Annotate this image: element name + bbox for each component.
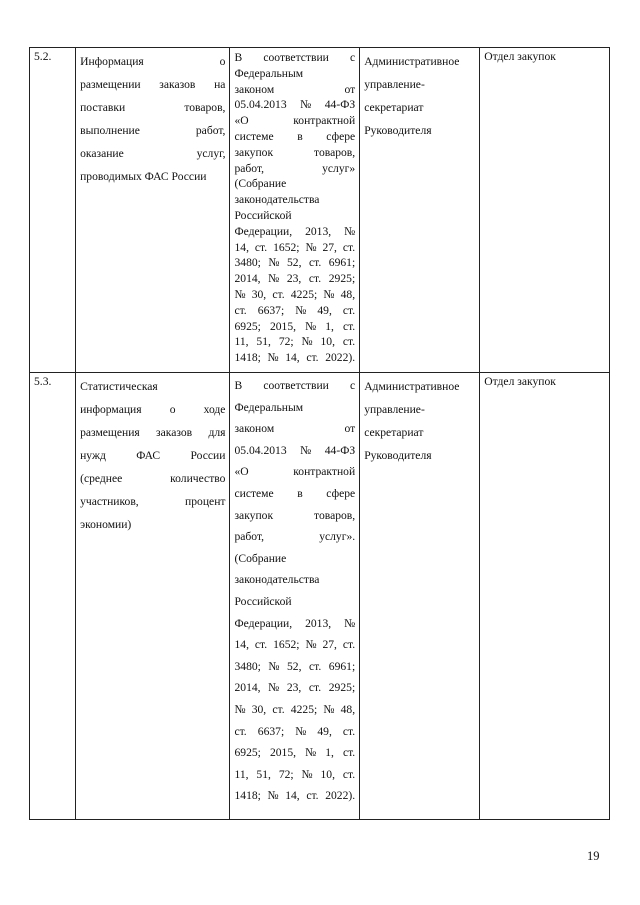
text-line: Руководителя — [364, 124, 432, 137]
word: информация — [80, 403, 142, 416]
text-line — [234, 303, 355, 319]
word: услуг, — [196, 147, 226, 160]
word: 14, — [285, 789, 300, 803]
word: системе — [234, 486, 274, 500]
word: ст. — [342, 303, 356, 317]
word: 72; — [278, 335, 294, 349]
word: контрактной — [293, 114, 356, 128]
text-line — [234, 240, 355, 256]
word: законом — [234, 422, 275, 436]
word: услуг». — [319, 530, 356, 544]
text-line — [234, 97, 355, 113]
word: № — [234, 287, 246, 301]
row-number-cell — [30, 373, 76, 820]
text-line: секретариат — [364, 426, 424, 439]
word: ходе — [203, 403, 226, 416]
word: 2015, — [269, 319, 297, 333]
text-line — [234, 634, 355, 656]
word: размещения — [80, 426, 140, 439]
text-line — [234, 742, 355, 764]
word: 48, — [340, 287, 356, 301]
word: 1418; — [234, 789, 261, 803]
responsible-text — [364, 50, 475, 142]
word: № — [344, 616, 356, 630]
word: ст. — [342, 767, 356, 781]
text-line — [234, 656, 355, 678]
word: соответствии — [263, 379, 329, 392]
word: в — [297, 486, 303, 500]
responsible-cell — [360, 48, 480, 373]
word: 2015, — [269, 746, 297, 760]
word: 05.04.2013 — [234, 98, 287, 112]
table-row — [30, 373, 610, 820]
text-line — [234, 569, 355, 591]
word: 51, — [256, 767, 271, 781]
word: (среднее — [80, 472, 123, 485]
word: 51, — [256, 335, 271, 349]
word: закупок — [234, 145, 274, 159]
word: 1418; — [234, 351, 261, 365]
row-number-cell — [30, 48, 76, 373]
word: 2925; — [328, 272, 356, 286]
word: (Собрание — [234, 551, 287, 565]
word: с — [350, 51, 356, 64]
word: ст. — [309, 659, 322, 673]
word: 14, — [285, 351, 300, 365]
text-line — [80, 73, 225, 96]
word: «О — [234, 114, 249, 128]
text-line — [80, 165, 225, 188]
page-number: 19 — [587, 849, 600, 863]
word: России — [190, 449, 226, 462]
text-line — [234, 461, 355, 483]
word: процент — [185, 495, 226, 508]
word: № — [267, 351, 279, 365]
text-line — [80, 142, 225, 165]
row-number: 5.3. — [34, 375, 52, 388]
word: 6961; — [328, 256, 356, 270]
text-line — [234, 319, 355, 335]
word: контрактной — [293, 465, 356, 479]
word: 52, — [286, 659, 302, 673]
word: № — [305, 319, 317, 333]
word: 1652; — [273, 638, 300, 652]
word: 4225; — [290, 702, 318, 716]
word: ст. — [306, 351, 319, 365]
department-cell — [480, 373, 610, 820]
word: ст. — [234, 303, 247, 317]
text-line — [234, 483, 355, 505]
text-line — [234, 699, 355, 721]
word: 6925; — [234, 319, 261, 333]
text-line — [234, 526, 355, 548]
word: в — [297, 129, 303, 143]
info-text — [80, 50, 225, 188]
word: № — [300, 98, 312, 112]
document-table — [29, 47, 610, 820]
word: 23, — [286, 681, 302, 695]
word: ст. — [342, 319, 356, 333]
word: № — [305, 746, 317, 760]
word: ст. — [254, 240, 268, 254]
word: работ, — [234, 530, 265, 544]
text-line — [234, 613, 355, 635]
word: 72; — [278, 767, 294, 781]
department-cell — [480, 48, 610, 373]
text-line — [234, 764, 355, 786]
word: № — [301, 335, 313, 349]
department-text: Отдел закупок — [484, 375, 556, 388]
word: 14, — [234, 240, 249, 254]
word: работ, — [234, 161, 265, 175]
word: ФАС — [136, 449, 161, 462]
word: 6637; — [257, 724, 285, 738]
text-line — [234, 161, 355, 177]
text-line — [80, 375, 225, 398]
word: 10, — [320, 767, 335, 781]
word: законом — [234, 82, 275, 96]
text-line — [234, 397, 355, 419]
word: 30, — [251, 287, 267, 301]
word: 2022). — [325, 351, 356, 365]
word: № — [300, 443, 312, 457]
word: сфере — [326, 486, 356, 500]
word: 14, — [234, 638, 249, 652]
word: 44-ФЗ — [324, 443, 356, 457]
info-cell — [76, 373, 230, 820]
text-line — [234, 721, 355, 743]
word: соответствии — [263, 51, 329, 64]
word: 49, — [317, 303, 332, 317]
word: ст. — [308, 272, 322, 286]
word: законодательства — [234, 193, 320, 207]
word: № — [268, 272, 280, 286]
word: 1, — [325, 746, 334, 760]
word: ст. — [254, 638, 268, 652]
basis-cell — [230, 373, 360, 820]
text-line — [80, 444, 225, 467]
info-text — [80, 375, 225, 536]
word: законодательства — [234, 573, 320, 587]
word: товаров, — [314, 508, 356, 522]
word: Информация — [80, 55, 144, 68]
word: ст. — [342, 335, 356, 349]
text-line — [234, 440, 355, 462]
word: ст. — [272, 287, 285, 301]
text-line — [234, 224, 355, 240]
word: № — [323, 287, 335, 301]
word: 11, — [234, 335, 249, 349]
word: 2014, — [234, 272, 261, 286]
word: 1652; — [273, 240, 300, 254]
word: выполнение — [80, 124, 140, 137]
row-number: 5.2. — [34, 50, 52, 63]
info-cell — [76, 48, 230, 373]
word: экономии) — [80, 518, 132, 531]
word: (Собрание — [234, 177, 287, 191]
word: системе — [234, 129, 274, 143]
text-line — [234, 375, 355, 397]
text-line — [234, 505, 355, 527]
word: сфере — [326, 129, 356, 143]
word: № — [301, 767, 313, 781]
word: оказание — [80, 147, 124, 160]
word: от — [344, 422, 356, 436]
word: № — [344, 224, 356, 238]
text-line — [80, 421, 225, 444]
word: В — [234, 379, 243, 392]
word: товаров, — [184, 101, 226, 114]
word: закупок — [234, 508, 274, 522]
word: 6925; — [234, 746, 261, 760]
word: о — [219, 55, 226, 68]
word: 6961; — [328, 659, 356, 673]
word: 27, — [322, 240, 337, 254]
word: 27, — [322, 638, 337, 652]
word: 4225; — [290, 287, 318, 301]
text-line: управление- — [364, 403, 425, 416]
word: № — [268, 659, 280, 673]
text-line — [234, 334, 355, 350]
word: услуг» — [322, 161, 356, 175]
text-line: Руководителя — [364, 449, 432, 462]
text-line: секретариат — [364, 101, 424, 114]
word: товаров, — [314, 145, 356, 159]
text-line — [234, 271, 355, 287]
word: размещении — [80, 78, 141, 91]
text-line — [234, 176, 355, 192]
word: ст. — [234, 724, 247, 738]
text-line — [80, 490, 225, 513]
word: № — [305, 638, 317, 652]
word: 2014, — [234, 681, 261, 695]
word: 6637; — [257, 303, 285, 317]
basis-cell — [230, 48, 360, 373]
responsible-text — [364, 375, 475, 467]
word: 05.04.2013 — [234, 443, 287, 457]
word: № — [268, 681, 280, 695]
text-line — [234, 418, 355, 440]
table-row — [30, 48, 610, 373]
word: «О — [234, 465, 249, 479]
text-line — [234, 50, 355, 66]
basis-text — [234, 375, 355, 807]
word: ст. — [272, 702, 285, 716]
word: поставки — [80, 101, 126, 114]
text-line — [234, 145, 355, 161]
text-line — [234, 113, 355, 129]
word: 52, — [286, 256, 302, 270]
text-line — [234, 287, 355, 303]
text-line — [234, 66, 355, 82]
word: ст. — [342, 240, 356, 254]
word: № — [323, 702, 335, 716]
word: 49, — [317, 724, 332, 738]
text-line — [234, 677, 355, 699]
word: № — [305, 240, 317, 254]
word: Федеральным — [234, 400, 304, 414]
word: 3480; — [234, 256, 261, 270]
word: 1, — [325, 319, 334, 333]
word: ст. — [306, 789, 319, 803]
word: 2022). — [325, 789, 356, 803]
word: 48, — [340, 702, 356, 716]
word: 44-ФЗ — [324, 98, 356, 112]
text-line — [234, 208, 355, 224]
word: 10, — [320, 335, 335, 349]
word: заказов — [156, 426, 193, 439]
word: ст. — [308, 681, 322, 695]
word: Российской — [234, 594, 292, 608]
text-line — [234, 192, 355, 208]
word: 3480; — [234, 659, 261, 673]
word: для — [208, 426, 226, 439]
basis-text — [234, 50, 355, 366]
word: ст. — [342, 746, 356, 760]
word: № — [295, 303, 307, 317]
word: ст. — [342, 724, 356, 738]
word: о — [169, 403, 176, 416]
text-line — [234, 129, 355, 145]
text-line — [80, 467, 225, 490]
text-line — [234, 82, 355, 98]
word: проводимых ФАС России — [80, 170, 207, 183]
word: № — [234, 702, 246, 716]
department-text: Отдел закупок — [484, 50, 556, 63]
text-line: управление- — [364, 78, 425, 91]
word: на — [214, 78, 226, 91]
word: количество — [170, 472, 226, 485]
word: Федеральным — [234, 66, 304, 80]
word: В — [234, 51, 243, 64]
word: 2013, — [305, 224, 332, 238]
word: № — [268, 256, 280, 270]
word: заказов — [159, 78, 196, 91]
word: нужд — [80, 449, 106, 462]
word: от — [344, 82, 356, 96]
word: ст. — [309, 256, 322, 270]
responsible-cell — [360, 373, 480, 820]
word: с — [350, 379, 356, 392]
word: 30, — [251, 702, 267, 716]
text-line — [80, 119, 225, 142]
word: 2925; — [328, 681, 356, 695]
word: № — [267, 789, 279, 803]
text-line — [80, 398, 225, 421]
word: 2013, — [305, 616, 332, 630]
text-line — [234, 548, 355, 570]
word: Федерации, — [234, 224, 293, 238]
text-line — [80, 50, 225, 73]
word: Федерации, — [234, 616, 293, 630]
word: № — [295, 724, 307, 738]
word: Статистическая — [80, 380, 158, 393]
word: участников, — [80, 495, 139, 508]
text-line: Административное — [364, 380, 460, 393]
text-line — [234, 350, 355, 366]
text-line — [80, 96, 225, 119]
word: 11, — [234, 767, 249, 781]
text-line — [234, 785, 355, 807]
text-line: Административное — [364, 55, 460, 68]
word: ст. — [342, 638, 356, 652]
text-line — [80, 513, 225, 536]
word: Российской — [234, 208, 292, 222]
text-line — [234, 591, 355, 613]
word: работ, — [195, 124, 226, 137]
word: 23, — [286, 272, 302, 286]
text-line — [234, 255, 355, 271]
